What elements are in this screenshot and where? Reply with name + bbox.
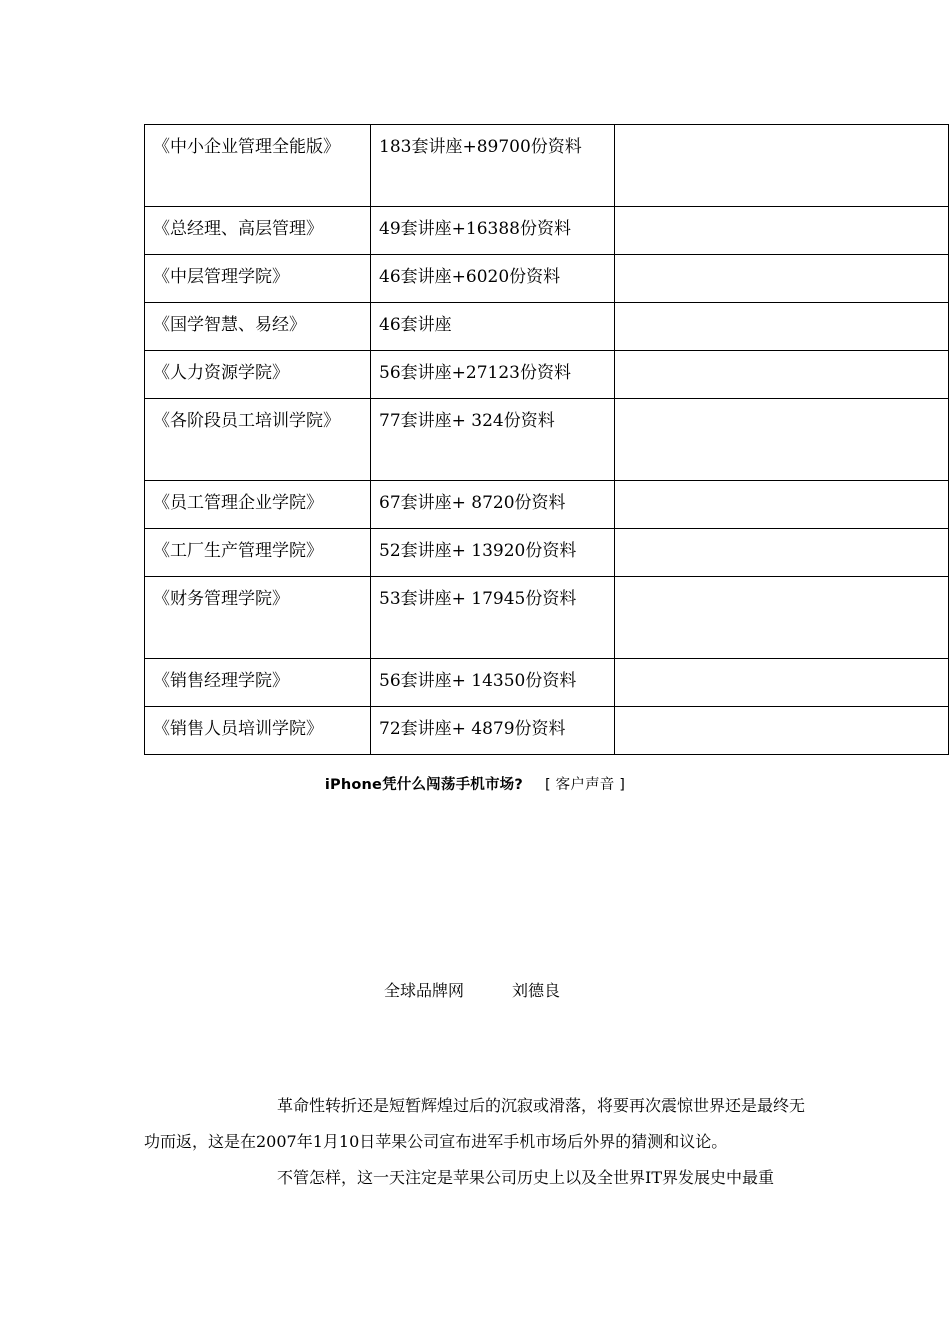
- course-name-cell: 《国学智慧、易经》: [145, 303, 371, 351]
- course-note-cell: [615, 707, 949, 755]
- course-note-cell: [615, 659, 949, 707]
- course-note-cell: [615, 207, 949, 255]
- course-name-cell: 《人力资源学院》: [145, 351, 371, 399]
- table-row: [145, 207, 949, 255]
- article-byline: [384, 978, 560, 1001]
- course-name-cell: 《中小企业管理全能版》: [145, 125, 371, 207]
- table-row: [145, 707, 949, 755]
- course-content-cell: 49套讲座+16388份资料: [371, 207, 615, 255]
- table-row: [145, 125, 949, 207]
- course-name-cell: 《总经理、高层管理》: [145, 207, 371, 255]
- course-name-cell: 《各阶段员工培训学院》: [145, 399, 371, 481]
- course-note-cell: [615, 303, 949, 351]
- course-content-cell: 183套讲座+89700份资料: [371, 125, 615, 207]
- article-author: 刘德良: [512, 981, 561, 1000]
- article-paragraph: 革命性转折还是短暂辉煌过后的沉寂或滑落，将要再次震惊世界还是最终无功而返，这是在2007年1月10日苹果公司宣布进军手机市场后外界的猜测和议论。: [144, 1096, 806, 1151]
- course-content-cell: 53套讲座+ 17945份资料: [371, 577, 615, 659]
- course-name-cell: 《销售人员培训学院》: [145, 707, 371, 755]
- table-row: [145, 481, 949, 529]
- course-content-cell: 67套讲座+ 8720份资料: [371, 481, 615, 529]
- table-row: [145, 351, 949, 399]
- course-content-cell: 72套讲座+ 4879份资料: [371, 707, 615, 755]
- table-row: [145, 577, 949, 659]
- course-name-cell: 《中层管理学院》: [145, 255, 371, 303]
- course-name-cell: 《员工管理企业学院》: [145, 481, 371, 529]
- course-note-cell: [615, 577, 949, 659]
- table-row: [145, 255, 949, 303]
- article-source: 全球品牌网: [384, 981, 465, 1000]
- course-name-cell: 《工厂生产管理学院》: [145, 529, 371, 577]
- course-content-cell: 56套讲座+ 14350份资料: [371, 659, 615, 707]
- course-catalog-table: [144, 124, 949, 755]
- course-name-cell: 《财务管理学院》: [145, 577, 371, 659]
- course-content-cell: 46套讲座: [371, 303, 615, 351]
- table-row: [145, 303, 949, 351]
- table-row: [145, 399, 949, 481]
- table-row: [145, 659, 949, 707]
- course-note-cell: [615, 255, 949, 303]
- course-note-cell: [615, 351, 949, 399]
- course-note-cell: [615, 529, 949, 577]
- course-content-cell: 52套讲座+ 13920份资料: [371, 529, 615, 577]
- course-note-cell: [615, 481, 949, 529]
- article-title-text: iPhone凭什么闯荡手机市场?: [324, 777, 523, 793]
- table-row: [145, 529, 949, 577]
- course-note-cell: [615, 125, 949, 207]
- article-title: [0, 773, 950, 794]
- course-content-cell: 77套讲座+ 324份资料: [371, 399, 615, 481]
- course-name-cell: 《销售经理学院》: [145, 659, 371, 707]
- article-section-tag: [ 客户声音 ]: [545, 777, 626, 793]
- course-note-cell: [615, 399, 949, 481]
- article-body: [144, 1088, 808, 1196]
- course-content-cell: 46套讲座+6020份资料: [371, 255, 615, 303]
- course-content-cell: 56套讲座+27123份资料: [371, 351, 615, 399]
- article-paragraph: 不管怎样，这一天注定是苹果公司历史上以及全世界IT界发展史中最重: [277, 1168, 774, 1187]
